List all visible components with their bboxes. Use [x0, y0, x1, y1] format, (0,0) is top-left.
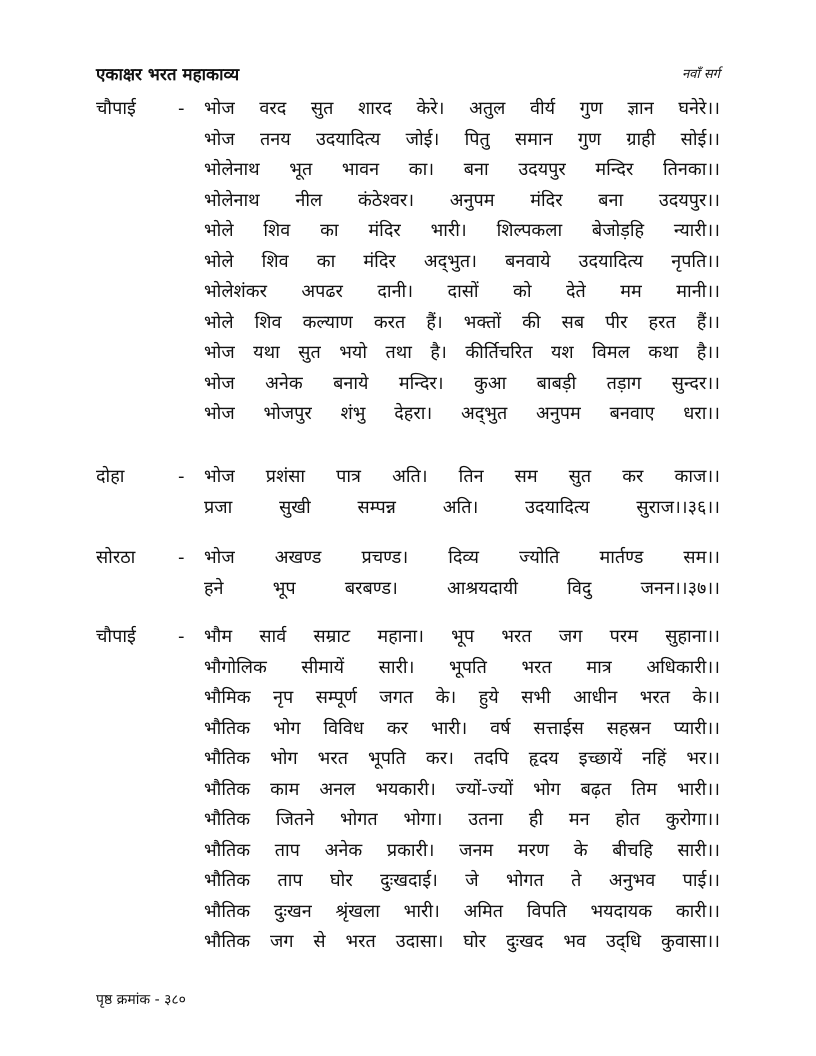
verse-line: भोज वरद सुत शारद केरे। अतुल वीर्य गुण ज्ञान घनेरे।। — [204, 98, 720, 119]
verse-line: भौतिक भोग विविध कर भारी। वर्ष सत्ताईस सहस्रन प्यारी।। — [204, 717, 720, 739]
label-dash: - — [178, 547, 185, 568]
verse-line: भौतिक जितने भोगत भोगा। उतना ही मन होत कुरोगा।। — [204, 809, 720, 830]
label-dash: - — [178, 98, 185, 119]
meter-label: दोहा — [96, 466, 125, 487]
verse-lines — [204, 622, 720, 958]
verse-line: भोले शिव कल्याण करत हैं। भक्तों की सब पीर हरत हैं।। — [204, 311, 720, 333]
verse-lines — [204, 462, 720, 523]
verse-line: भोज तनय उदयादित्य जोई। पितु समान गुण ग्राही सोई।। — [204, 128, 720, 150]
verse-line: भौतिक ताप घोर दुःखदाई। जे भोगत ते अनुभव पाई।। — [204, 870, 720, 891]
verse-line: भोलेनाथ भूत भावन का। बना उदयपुर मन्दिर तिनका।। — [204, 159, 720, 180]
label-dash: - — [178, 466, 185, 487]
meter-label: चौपाई — [96, 98, 136, 119]
verse-line: भौतिक भोग भरत भूपति कर। तदपि हृदय इच्छायें नहिं भर।। — [204, 748, 720, 769]
verse-line: भौतिक जग से भरत उदासा। घोर दुःखद भव उद्‌धि कुवासा।। — [204, 931, 720, 952]
meter-label: चौपाई — [96, 626, 136, 647]
verse-line: भोले शिव का मंदिर भारी। शिल्पकला बेजोड़हि न्यारी।। — [204, 220, 720, 241]
verse-line: भोले शिव का मंदिर अद्‌भुत। बनवाये उदयादित्य नृपति।। — [204, 250, 720, 272]
verse-line: भोज अखण्ड प्रचण्ड। दिव्य ज्योति मार्तण्ड सम।। — [204, 547, 720, 568]
verse-line: भोलेशंकर अपढर दानी। दासों को देते मम मानी।। — [204, 281, 720, 302]
label-dash: - — [178, 626, 185, 647]
page-number: पृष्ठ क्रमांक - ३८० — [96, 992, 186, 1008]
verse-line: भौगोलिक सीमायें सारी। भूपति भरत मात्र अधिकारी।। — [204, 656, 720, 678]
meter-label: सोरठा — [96, 547, 136, 568]
verse-line: भोज प्रशंसा पात्र अति। तिन सम सुत कर काज।। — [204, 466, 720, 487]
book-title: एकाक्षर भरत महाकाव्य — [96, 65, 240, 85]
verse-lines — [204, 543, 720, 604]
verse-line: भौम सार्व सम्राट महाना। भूप भरत जग परम सुहाना।। — [204, 626, 720, 647]
verse-line: भौमिक नृप सम्पूर्ण जगत के। हुये सभी आधीन भरत के।। — [204, 687, 720, 708]
page-header — [96, 62, 720, 88]
verse-line: भौतिक ताप अनेक प्रकारी। जनम मरण के बीचहि सारी।। — [204, 839, 720, 861]
verse-line: हने भूप बरबण्ड। आश्रयदायी विदु जनन।।३७।। — [204, 577, 720, 599]
chapter-title: नवाँ सर्ग — [681, 67, 720, 82]
verse-line: प्रजा सुखी सम्पन्न अति। उदयादित्य सुराज।।३६।। — [204, 496, 720, 518]
verse-line: भोज अनेक बनाये मन्दिर। कुआ बाबड़ी तड़ाग सुन्दर।। — [204, 372, 720, 394]
verse-line: भोज भोजपुर शंभु देहरा। अद्‌भुत अनुपम बनवाए धरा।। — [204, 403, 720, 424]
verse-line: भोज यथा सुत भयो तथा है। कीर्तिचरित यश विमल कथा है।। — [204, 342, 720, 363]
verse-line: भौतिक काम अनल भयकारी। ज्यों-ज्यों भोग बढ़त तिम भारी।। — [204, 778, 720, 800]
verse-lines — [204, 94, 720, 430]
verse-line: भोलेनाथ नील कंठेश्वर। अनुपम मंदिर बना उदयपुर।। — [204, 189, 720, 211]
verse-line: भौतिक दुःखन श्रृंखला भारी। अमित विपति भयदायक कारी।। — [204, 900, 720, 922]
